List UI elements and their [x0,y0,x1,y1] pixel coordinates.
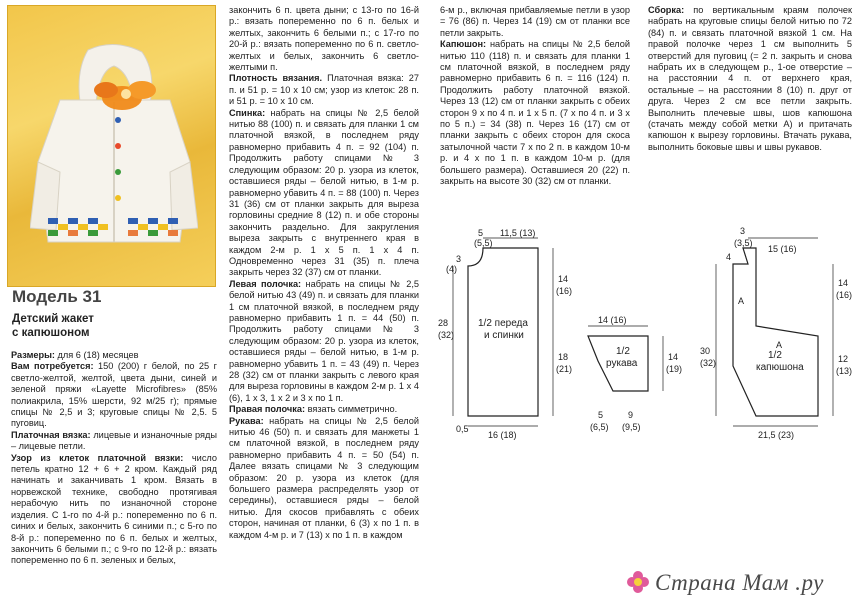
paragraph: Плотность вязания. Платочная вязка: 27 п. и 51 р. = 10 х 10 см; узор из клеток: 28 п. и 51 р. = 10 х 10 см. [229,73,419,107]
model-title: Модель 31 [12,287,102,306]
sleeve-label-1: 1/2 [616,346,630,357]
jacket-photo [7,5,216,287]
sleeve-label-2: рукава [606,358,638,369]
dim-hood: (13) [836,366,853,376]
dim-hood: 4 [726,252,732,262]
instructions-column-3 [440,5,630,188]
dim-sleeve: (19) [666,364,683,374]
dim-hood: 3 [740,226,746,236]
instructions-column-1 [11,350,217,567]
flower-logo-icon [624,568,652,596]
back-label-2: и спинки [484,330,524,341]
dim-back: 5 [478,228,484,238]
dim-back: 18 [558,352,569,362]
dim-back: 28 [438,318,449,328]
dim-hood: (16) [836,290,853,300]
paragraph: Спинка: набрать на спицы № 2,5 белой нитью 88 (100) п. и связать для планки 1 см платочной вязкой, в последнем ряду равномерно прибавить 4 п. = 92 (104) п. Продолжить работу спицами № 3 следующим образом: 20 р. узора из клеток, оставшиеся ряды – белой нитью, в 1-м р. равномерно убавить 4 п. = 88 (100) п. Через 31 (36) см от планки закрыть для выреза горловины средние 8 (12) п. и обе стороны закончить раздельно. Для закругления выреза закрыть с внутреннего края в каждом 2-м р. 1 х 5 п. 1 х 4 п. Одновременно через 31 (35) п. плеча закрыть через 32 (37) см от планки. [229,107,419,278]
dim-hood: (32) [700,358,717,368]
dim-back: 3 [456,254,462,264]
dim-sleeve: 14 (16) [598,315,627,325]
paragraph: Узор из клеток платочной вязки: число петель кратно 12 + 6 + 2 кром. Каждый ряд начинать и заканчивать 1 кром. Вязать в норвежской технике, свободно протягивая нерабочую нить по изнаночной стороне изделия. С 1-го по 4-й р.: попеременно по 6 п. синих и белых, закончить 6 синими п.; с 5-го по 8-й р.: попеременно по 6 п. белых и желтых, закончить 6 белыми п.; с 9-го по 12-й р.: вязать попеременно по 6 п. зеленых и белых, [11,452,217,566]
back-label-1: 1/2 переда [478,318,528,329]
paragraph: Рукава: набрать на спицы № 2,5 белой нитью 46 (50) п. и связать для манжеты 1 см платочной вязкой, в последнем ряду равномерно прибавить 4 п. = 50 (54) п. Далее вязать спицами № 3 следующим образом: 20 р. узора из клеток (для большего размера распределять узор от середины), оставшиеся ряды – белой нитью. Для скосов прибавлять с обеих сторон, начиная от планки, 6 (3) х по 1 п. в каждом 4-м р. и 7 (13) х по 1 п. в каждом [229,415,419,540]
dim-hood: 21,5 (23) [758,430,795,440]
instructions-column-4 [648,5,852,153]
paragraph: Правая полочка: вязать симметрично. [229,404,398,415]
dim-sleeve: 9 [628,410,634,420]
paragraph: Капюшон: набрать на спицы № 2,5 белой нитью 110 (118) п. и связать для планки 1 см платочной вязкой, в последнем ряду равномерно прибавить 6 п. = 116 (124) п. Продолжить работу платочной вязкой. Через 13 (12) см от планки закрыть с обеих сторон 9 х по 4 п. и 1 х 5 п. (7 х по 4 п. и 3 х по 5 п.) = 34 (38) п. Через 16 (17) см от планки закрыть с обеих сторон для скоса затылочной части 7 х по 2 п. в каждом 10-м р. и 4 х по 1 п. в каждом 10-м р. (для большего размера). Оставшиеся 20 (22) п. закрыть на высоте 30 (32) см от планки. [440,39,630,187]
mark-a: A [738,296,745,306]
knitted-jacket-illustration [30,42,198,252]
dim-sleeve: 14 [668,352,679,362]
dim-back: (21) [556,364,573,374]
paragraph: Сборка: по вертикальным краям полочек набрать на круговые спицы белой нитью по 72 (84) п. и связать платочной вязкой 1 см. На правой полочке через 1 см выполнить 5 отверстий для пуговиц (= 2 п. закрыть и снова набрать их в следующем р., 1-ое отверстие – на расстоянии 4 п. от верхнего края, остальные – на расстоянии 8 (10) п. друг от друга. Через 2 см все петли закрыть. Выполнить плечевые швы, шов капюшона (стачать между собой метки А) и притачать капюшон к вырезу горловины. Втачать рукава, выполнить боковые швы и швы рукавов. [648,5,852,152]
mark-a: A [776,340,783,350]
dim-back: 0,5 [456,424,469,434]
hood-label-2: капюшона [756,362,804,373]
paragraph: закончить 6 п. цвета дыни; с 13-го по 16-й р.: вязать попеременно по 6 п. белых и желтых, закончить 6 белыми п.; с 17-го по 20-й р.: вязать попеременно по 6 п. светло-желтых и белых, закончить 6 светло-желтыми п. [229,5,419,73]
hood-outline [733,248,818,416]
paragraph: Левая полочка: набрать на спицы № 2,5 белой нитью 43 (49) п. и связать для планки 1 см платочной вязкой, в последнем ряду равномерно прибавить 1 п. = 44 (50) п. Продолжить работу спицами № 3 следующим образом: 20 р. узора из клеток, оставшиеся ряды – белой нитью, в 1-м р. равномерно убавить 1 п. = 43 (49) п. Через 28 (32) см от планки закрыть с левого края для выреза горловины в каждом 2-м р. 1 х 4 (6), 1 х 3, 1 х 2 и 3 х по 1 п. [229,278,419,403]
subtitle-line-1: Детский жакет [12,313,94,325]
paragraph: 6-м р., включая прибавляемые петли в узор = 76 (86) п. Через 14 (19) см от планки все петли закрыть. [440,5,630,38]
dim-hood: (3,5) [734,238,753,248]
dim-hood: 12 [838,354,849,364]
watermark-text: Страна Мам .ру [655,570,824,595]
dim-back: (4) [446,264,457,274]
instructions-column-2 [229,5,419,541]
model-subtitle [12,312,217,340]
dim-back: (32) [438,330,455,340]
pattern-schematics [438,226,858,441]
hood-label-1: 1/2 [768,350,782,361]
dim-back: 16 (18) [488,430,517,440]
dim-back: 11,5 (13) [500,228,536,238]
dim-back: (16) [556,286,573,296]
dim-hood: 14 [838,278,849,288]
dim-sleeve: (9,5) [622,422,641,432]
dim-sleeve: (6,5) [590,422,609,432]
dim-hood: 15 (16) [768,244,797,254]
subtitle-line-2: с капюшоном [12,327,90,339]
dim-sleeve: 5 [598,410,604,420]
dim-back: 14 [558,274,569,284]
dim-hood: 30 [700,346,711,356]
dim-back: (5,5) [474,238,493,248]
paragraph: Платочная вязка: лицевые и изнаночные ряды – лицевые петли. [11,429,217,452]
paragraph: Вам потребуется: 150 (200) г белой, по 25 г светло-желтой, желтой, цвета дыни, синей и зеленой пряжи «Layette Microfibres» (85% полиакрила, 15% шерсти, 92 м/25 г); прямые спицы № 2,5 и 3; круговые спицы № 2,5. 5 пуговиц. [11,361,217,429]
paragraph: Размеры: для 6 (18) месяцев [11,350,139,360]
